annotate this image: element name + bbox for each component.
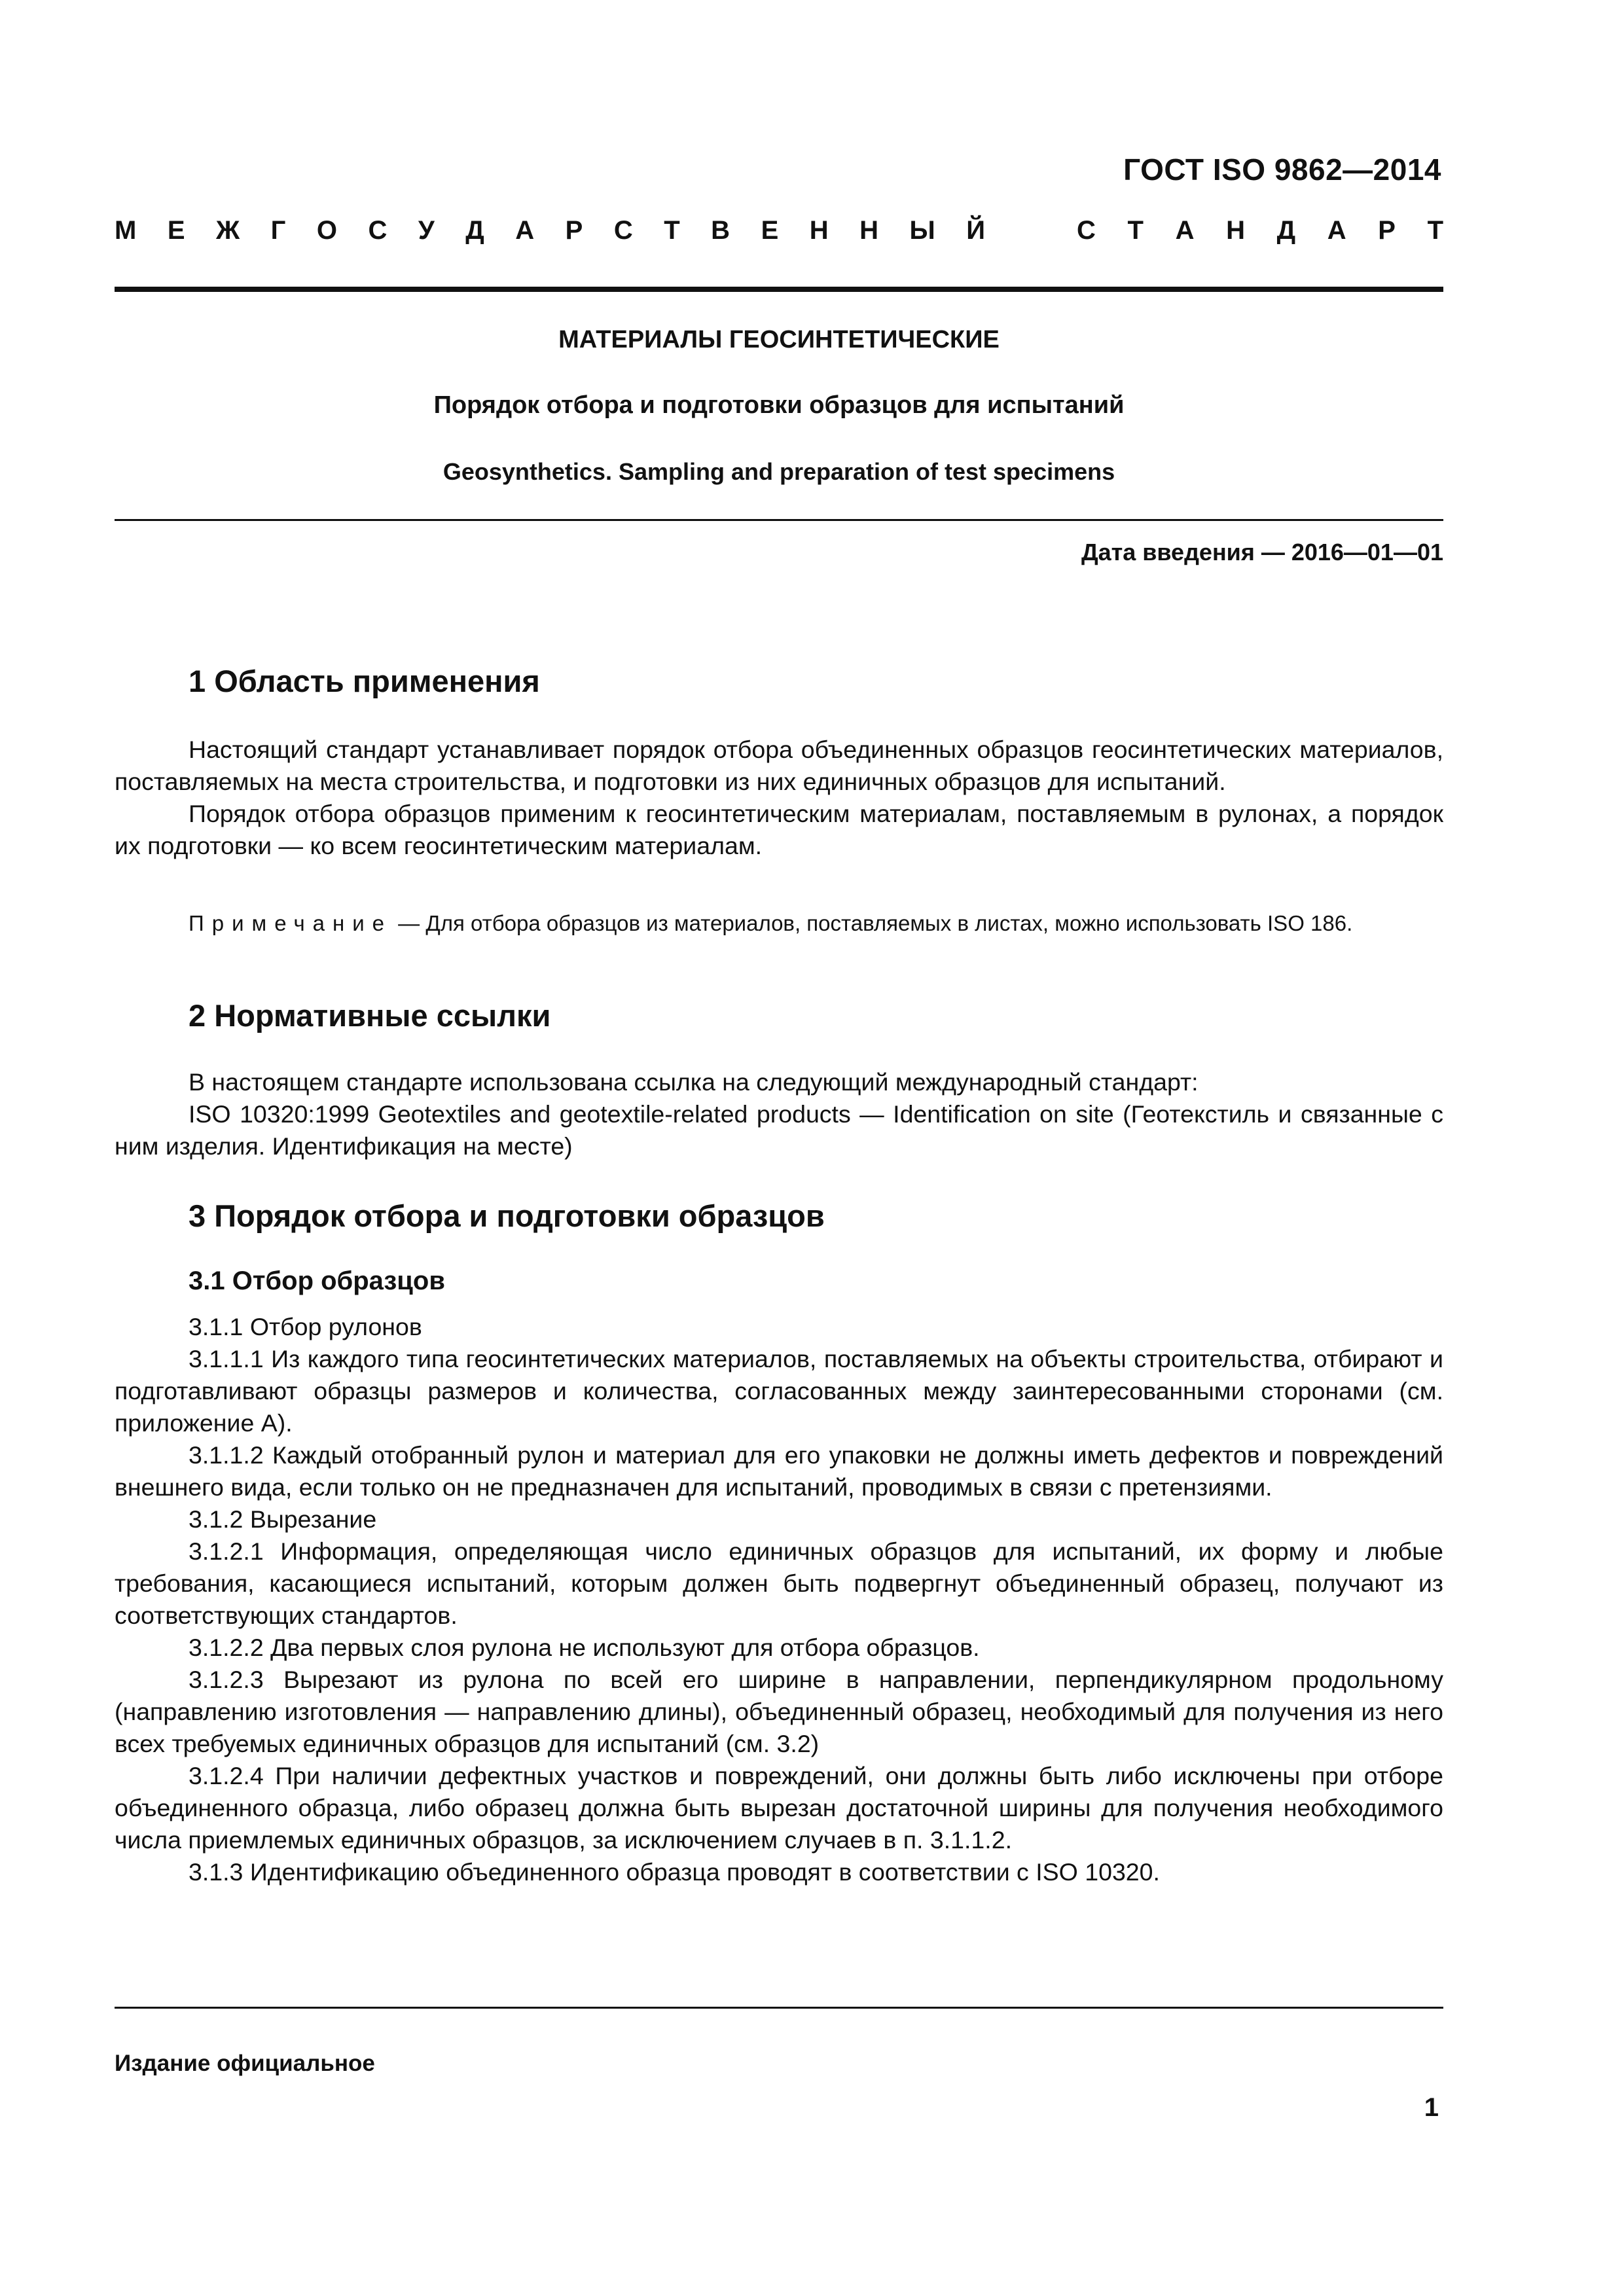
banner-letter: В <box>711 216 731 245</box>
banner-letter: Г <box>270 216 286 245</box>
banner-letter: С <box>1077 216 1096 245</box>
banner-letter: Ж <box>216 216 240 245</box>
banner-letter: А <box>1175 216 1195 245</box>
note <box>115 910 1443 937</box>
paragraph: 3.1.3 Идентификацию объединенного образца проводят в соответствии с ISO 10320. <box>189 1858 1160 1886</box>
edition-label: Издание официальное <box>115 2051 375 2076</box>
paragraph: 3.1.2.4 При наличии дефектных участков и повреждений, они должны быть либо исключены при отборе объединенного образца, либо образец должна быть вырезан достаточной ширины для получения необходимого числа приемлемых единичных образцов, за исключением случаев в п. 3.1.1.2. <box>115 1762 1443 1854</box>
paragraph: 3.1.1 Отбор рулонов <box>189 1313 422 1340</box>
banner-letter: О <box>316 216 337 245</box>
paragraph: 3.1.2 Вырезание <box>189 1505 377 1533</box>
banner-letter: Н <box>859 216 879 245</box>
banner-letter: Д <box>1276 216 1296 245</box>
banner-letter: Д <box>465 216 484 245</box>
banner-letter: Т <box>1427 216 1443 245</box>
title-divider <box>115 519 1443 521</box>
banner-letter: Н <box>809 216 829 245</box>
paragraph: 3.1.2.1 Информация, определяющая число единичных образцов для испытаний, их форму и любые требования, касающиеся испытаний, которым должен быть подвергнут объединенный образец, получают из соответствующих стандартов. <box>115 1537 1443 1629</box>
banner-letter: М <box>115 216 137 245</box>
document-title-english: Geosynthetics. Sampling and preparation of test specimens <box>442 458 1115 485</box>
banner-letter: Т <box>664 216 680 245</box>
paragraph: 3.1.2.3 Вырезают из рулона по всей его ширине в направлении, перпендикулярном продольному (направлению изготовления — направлению длины), объединенный образец, необходимый для получения из него всех требуемых единичных образцов для испытаний (см. 3.2) <box>115 1666 1443 1757</box>
section-heading-scope: 1 Область применения <box>189 664 540 698</box>
banner-word-interstate <box>115 216 985 245</box>
section-procedure-body <box>115 1311 1443 1888</box>
section-heading-references: 2 Нормативные ссылки <box>189 998 551 1033</box>
banner-letter: Н <box>1226 216 1245 245</box>
paragraph: 3.1.1.2 Каждый отобранный рулон и материал для его упаковки не должны иметь дефектов и повреждений внешнего вида, если только он не предназначен для испытаний, проводимых в связи с претензиями. <box>115 1441 1443 1501</box>
standard-code: ГОСТ ISO 9862—2014 <box>1123 152 1441 187</box>
banner-word-standard <box>1077 216 1443 245</box>
banner-letter: А <box>515 216 535 245</box>
interstate-standard-banner <box>115 216 1443 245</box>
document-title: МАТЕРИАЛЫ ГЕОСИНТЕТИЧЕСКИЕ <box>558 326 1000 353</box>
section-heading-procedure: 3 Порядок отбора и подготовки образцов <box>189 1198 825 1233</box>
paragraph: Настоящий стандарт устанавливает порядок отбора объединенных образцов геосинтетических материалов, поставляемых на места строительства, и подготовки из них единичных образцов для испытаний. <box>115 736 1443 795</box>
paragraph: Порядок отбора образцов применим к геосинтетическим материалам, поставляемым в рулонах, а порядок их подготовки — ко всем геосинтетическим материалам. <box>115 800 1443 859</box>
banner-letter: Т <box>1127 216 1144 245</box>
effective-date: Дата введения — 2016—01—01 <box>1081 539 1443 565</box>
footer-divider <box>115 2007 1443 2009</box>
banner-letter: С <box>613 216 633 245</box>
section-references-body <box>115 1066 1443 1162</box>
banner-letter: Е <box>167 216 185 245</box>
paragraph: 3.1.2.2 Два первых слоя рулона не используют для отбора образцов. <box>189 1634 980 1661</box>
note-label: Примечание <box>189 911 393 935</box>
paragraph: В настоящем стандарте использована ссылка на следующий международный стандарт: <box>189 1068 1199 1096</box>
banner-letter: У <box>418 216 435 245</box>
subsection-heading-sampling: 3.1 Отбор образцов <box>189 1266 445 1295</box>
note-text: — Для отбора образцов из материалов, поставляемых в листах, можно использовать ISO 186. <box>392 911 1353 935</box>
paragraph: 3.1.1.1 Из каждого типа геосинтетических материалов, поставляемых на объекты строительства, отбирают и подготавливают образцы размеров и количества, согласованных между заинтересованными сторонами (см. приложение А). <box>115 1345 1443 1437</box>
banner-letter: Р <box>565 216 583 245</box>
header-divider <box>115 287 1443 292</box>
banner-letter: А <box>1327 216 1346 245</box>
page-number: 1 <box>1424 2093 1439 2122</box>
banner-letter: Ы <box>909 216 935 245</box>
document-subtitle: Порядок отбора и подготовки образцов для испытаний <box>433 391 1125 419</box>
banner-letter: С <box>368 216 388 245</box>
paragraph: ISO 10320:1999 Geotextiles and geotextile-related products — Identification on site (Геотекстиль и связанные с ним изделия. Идентификация на месте) <box>115 1100 1443 1160</box>
banner-letter: Е <box>761 216 779 245</box>
banner-letter: Й <box>966 216 985 245</box>
section-scope-body <box>115 734 1443 862</box>
banner-letter: Р <box>1378 216 1396 245</box>
